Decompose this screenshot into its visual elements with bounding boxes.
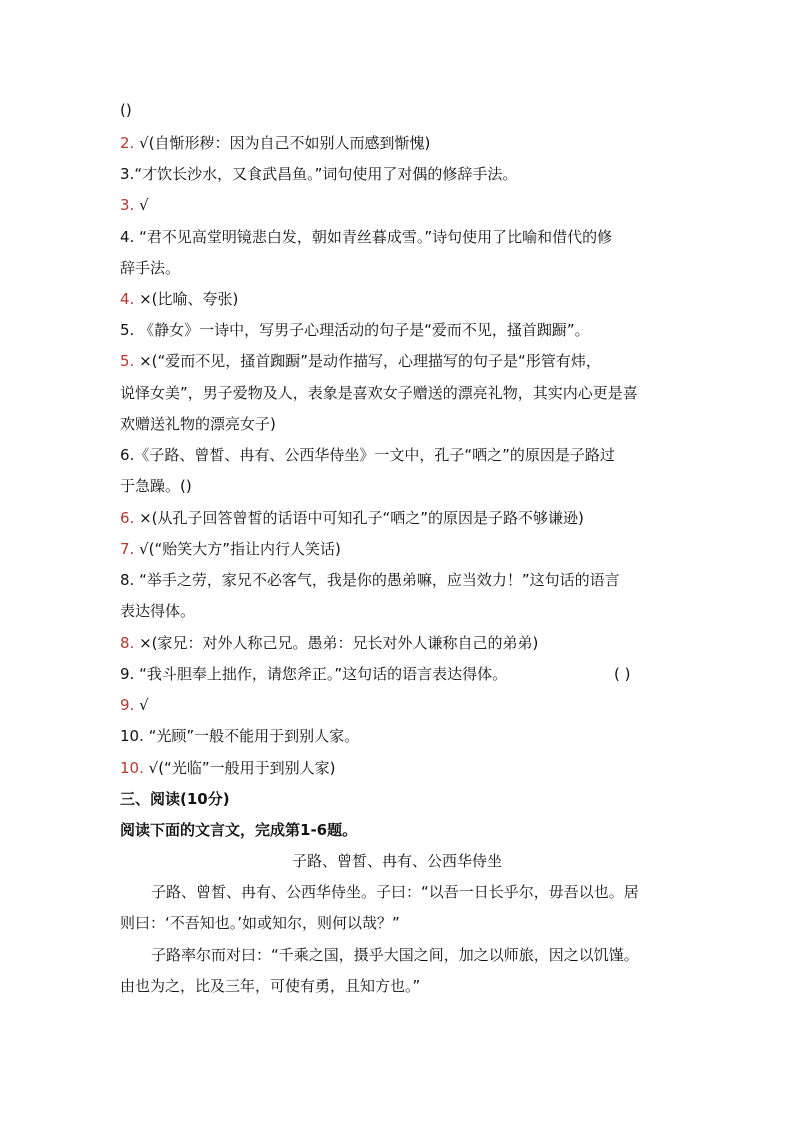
item-number: 10. bbox=[120, 759, 144, 777]
item-number: 9. bbox=[120, 665, 135, 683]
passage-line: 子路率尔而对曰：“千乘之国，摄乎大国之间，加之以师旅，因之以饥馑。 bbox=[151, 946, 639, 964]
text-line: () bbox=[120, 101, 132, 119]
answer-line: 3. √ bbox=[120, 196, 149, 214]
passage-line: 则曰：‘不吾知也。’如或知尔，则何以哉？” bbox=[120, 914, 400, 932]
section-title: 三、阅读(10分) bbox=[120, 790, 230, 808]
question-line: 6.《子路、曾皙、冉有、公西华侍坐》一文中，孔子“哂之”的原因是子路过 bbox=[120, 446, 615, 464]
answer-line: 2. √(自惭形秽：因为自己不如别人而感到惭愧) bbox=[120, 134, 431, 152]
answer-line: 5. ×(“爱而不见，搔首踟蹰”是动作描写，心理描写的句子是“彤管有炜， bbox=[120, 352, 601, 370]
answer-line: 8. ×(家兄：对外人称己兄。愚弟：兄长对外人谦称自己的弟弟) bbox=[120, 634, 539, 652]
question-line: 10. “光顾”一般不能用于到别人家。 bbox=[120, 727, 360, 745]
item-number: 4. bbox=[120, 228, 135, 246]
answer-line: 6. ×(从孔子回答曾皙的话语中可知孔子“哂之”的原因是子路不够谦逊) bbox=[120, 509, 584, 527]
item-number: 6. bbox=[120, 509, 135, 527]
answer-line-continued: 欢赠送礼物的漂亮女子) bbox=[120, 415, 276, 433]
item-number: 7. bbox=[120, 540, 135, 558]
item-number: 8. bbox=[120, 571, 135, 589]
answer-line: 9. √ bbox=[120, 696, 149, 714]
item-number: 5. bbox=[120, 352, 135, 370]
question-line: 8. “举手之劳，家兄不必客气，我是你的愚弟嘛，应当效力！”这句话的语言 bbox=[120, 571, 620, 589]
passage-line: 由也为之，比及三年，可使有勇，且知方也。” bbox=[120, 977, 421, 995]
question-line-continued: 于急躁。() bbox=[120, 477, 192, 495]
item-number: 5. bbox=[120, 321, 135, 339]
answer-line-continued: 说怿女美”，男子爱物及人，表象是喜欢女子赠送的漂亮礼物，其实内心更是喜 bbox=[120, 384, 638, 402]
item-number: 4. bbox=[120, 290, 135, 308]
answer-line: 4. ×(比喻、夸张) bbox=[120, 290, 239, 308]
question-line: 4. “君不见高堂明镜悲白发，朝如青丝暮成雪。”诗句使用了比喻和借代的修 bbox=[120, 228, 613, 246]
answer-line: 7. √(“贻笑大方”指让内行人笑话) bbox=[120, 540, 341, 558]
question-line: 9. “我斗胆奉上拙作，请您斧正。”这句话的语言表达得体。 bbox=[120, 665, 508, 683]
reading-instruction: 阅读下面的文言文，完成第1-6题。 bbox=[120, 821, 358, 839]
passage-line: 子路、曾皙、冉有、公西华侍坐。子曰：“以吾一日长乎尔，毋吾以也。居 bbox=[151, 883, 639, 901]
item-number: 2. bbox=[120, 134, 135, 152]
item-number: 9. bbox=[120, 696, 135, 714]
item-number: 3. bbox=[120, 165, 135, 183]
question-line: 3.“才饮长沙水，又食武昌鱼。”词句使用了对偶的修辞手法。 bbox=[120, 165, 518, 183]
item-number: 8. bbox=[120, 634, 135, 652]
question-line: 5. 《静女》一诗中，写男子心理活动的句子是“爱而不见，搔首踟蹰”。 bbox=[120, 321, 590, 339]
answer-blank: ( ) bbox=[614, 665, 631, 683]
answer-line: 10. √(“光临”一般用于到别人家) bbox=[120, 759, 336, 777]
question-line-continued: 表达得体。 bbox=[120, 602, 196, 620]
item-number: 3. bbox=[120, 196, 135, 214]
passage-title: 子路、曾皙、冉有、公西华侍坐 bbox=[291, 852, 502, 870]
question-line-continued: 辞手法。 bbox=[120, 259, 181, 277]
item-number: 6. bbox=[120, 446, 135, 464]
item-number: 10. bbox=[120, 727, 144, 745]
